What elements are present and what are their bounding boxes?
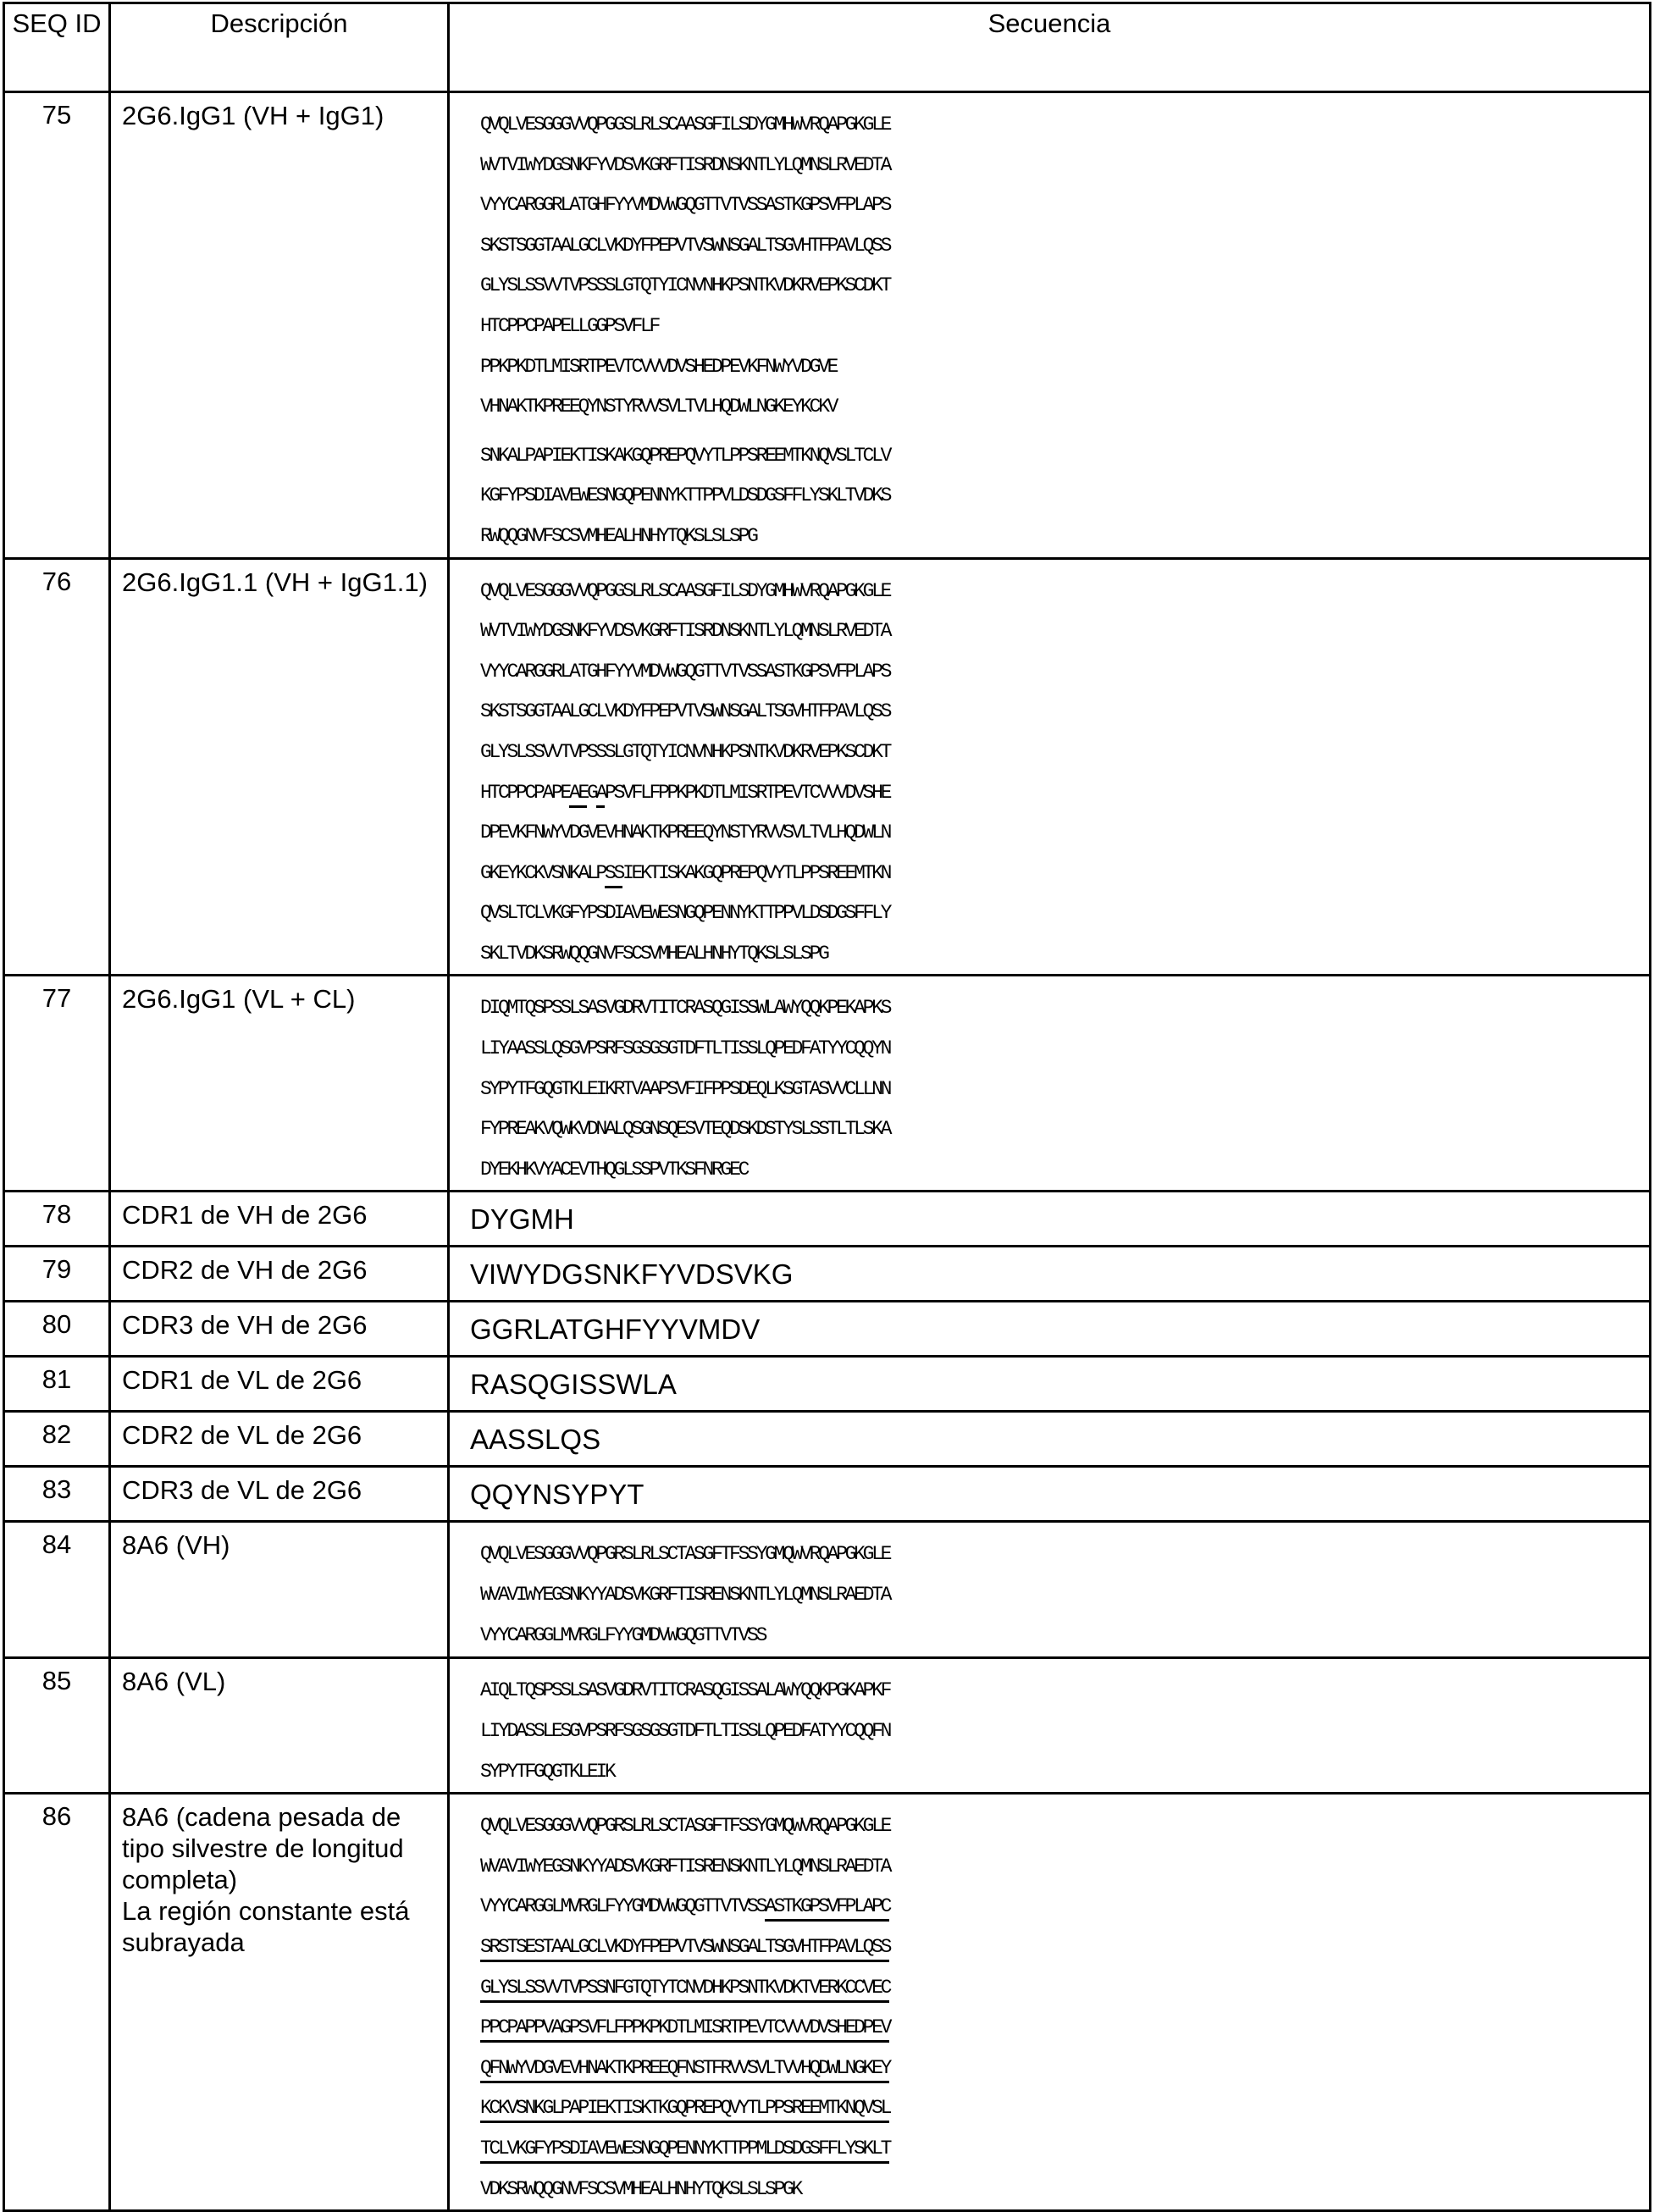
sequence-line <box>470 1478 1640 1512</box>
sequence-line <box>480 1968 1640 2009</box>
sequence-segment: SKLTVDKSRWQQGNVFSCSVMHEALHNHYTQKSLSLSPG <box>480 943 827 965</box>
sequence-line <box>480 2129 1640 2170</box>
sequence-segment: HTCPPCPAPELLGGPSVFLF <box>480 315 658 337</box>
description-text: CDR1 de VH de 2G6 <box>122 1199 439 1230</box>
sequence-line <box>480 185 1640 226</box>
underlined-residues: KCKVSNKGLPAPIEKTISKTKGQPREPQVYTLPPSREEMTKNQVSL <box>480 2097 889 2123</box>
seq-id-cell: 78 <box>4 1192 110 1247</box>
sequence-line <box>480 476 1640 517</box>
sequence-segment: RWQQGNVFSCSVMHEALHNHYTQKSLSLSPG <box>480 525 756 547</box>
sequence-line <box>480 266 1640 307</box>
sequence-segment: GLYSLSSVVTVPSSSLGTQTYICNVNHKPSNTKVDKRVEPKSCDKT <box>480 741 889 763</box>
sequence-segment: IEKTISKAKGQPREPQVYTLPPSREEMTKN <box>622 862 889 884</box>
sequence-line <box>480 1070 1640 1110</box>
sequence-segment: WVAVIWYEGSNKYYADSVKGRFTISRENSKNTLYLQMNSLRAEDTA <box>480 1584 889 1606</box>
seq-id-cell: 77 <box>4 976 110 1192</box>
table-body <box>4 92 1651 2211</box>
sequence-segment: QVQLVESGGGVVQPGGSLRLSCAASGFILSDYGMHWVRQAPGKGLE <box>480 113 889 135</box>
sequence-line <box>480 1712 1640 1752</box>
sequence-line <box>480 2008 1640 2049</box>
sequence-line <box>480 1806 1640 1847</box>
table-row <box>4 1658 1651 1794</box>
sequence-line <box>480 652 1640 693</box>
seq-id-cell: 83 <box>4 1467 110 1522</box>
sequence-segment: RASQGISSWLA <box>470 1369 677 1400</box>
description-cell <box>110 1658 449 1794</box>
description-cell <box>110 1794 449 2211</box>
sequence-line <box>480 988 1640 1029</box>
sequence-segment: GKEYKCKVSNKALP <box>480 862 605 884</box>
sequence-cell <box>449 1522 1651 1658</box>
sequence-line <box>480 692 1640 733</box>
sequence-cell <box>449 1412 1651 1467</box>
sequence-line <box>480 387 1640 428</box>
sequence-line <box>480 1029 1640 1070</box>
table-row <box>4 558 1651 976</box>
sequence-segment: VDKSRWQQGNVFSCSVMHEALHNHYTQKSLSLSPGK <box>480 2178 800 2200</box>
description-cell <box>110 1522 449 1658</box>
underlined-residues: A <box>596 782 606 808</box>
description-cell <box>110 1192 449 1247</box>
sequence-line <box>480 1150 1640 1191</box>
sequence-segment: SKSTSGGTAALGCLVKDYFPEPVTVSWNSGALTSGVHTFPAVLQSS <box>480 700 889 722</box>
table-row <box>4 1192 1651 1247</box>
description-text: 2G6.IgG1 (VH + IgG1) <box>122 100 439 131</box>
sequence-line <box>470 1368 1640 1402</box>
sequence-line <box>480 572 1640 612</box>
underlined-residues: ASTKGPSVFPLAPC <box>765 1895 889 1922</box>
sequence-line <box>470 1203 1640 1236</box>
sequence-line <box>480 1927 1640 1968</box>
sequence-cell <box>449 1192 1651 1247</box>
sequence-segment: SKSTSGGTAALGCLVKDYFPEPVTVSWNSGALTSGVHTFPAVLQSS <box>480 235 889 257</box>
description-text: CDR1 de VL de 2G6 <box>122 1364 439 1396</box>
description-text: 2G6.IgG1.1 (VH + IgG1.1) <box>122 567 439 598</box>
underlined-residues: TCLVKGFYPSDIAVEWESNGQPENNYKTTPPMLDSDGSFFLYSKLT <box>480 2137 889 2164</box>
table-row <box>4 976 1651 1192</box>
sequence-cell <box>449 1247 1651 1302</box>
description-text: CDR2 de VH de 2G6 <box>122 1254 439 1286</box>
sequence-segment: QVSLTCLVKGFYPSDIAVEWESNGQPENNYKTTPPVLDSDGSFFLY <box>480 902 889 924</box>
sequence-segment: LIYDASSLESGVPSRFSGSGSGTDFTLTISSLQPEDFATYYCQQFN <box>480 1720 889 1742</box>
sequence-segment: VYYCARGGRLATGHFYYVMDVWGQGTTVTVSSASTKGPSVFPLAPS <box>480 194 889 216</box>
table-row <box>4 1412 1651 1467</box>
underlined-residues: PPCPAPPVAGPSVFLFPPKPKDTLMISRTPEVTCVVVDVSHEDPEV <box>480 2016 889 2043</box>
underlined-residues: SS <box>605 862 622 888</box>
seq-id-cell: 76 <box>4 558 110 976</box>
sequence-segment: SNKALPAPIEKTISKAKGQPREPQVYTLPPSREEMTKNQVSLTCLV <box>480 445 889 467</box>
sequence-segment: PSVFLFPPKPKDTLMISRTPEVTCVVVDVSHE <box>605 782 889 804</box>
description-cell <box>110 1412 449 1467</box>
sequence-line <box>480 934 1640 975</box>
sequence-cell <box>449 1658 1651 1794</box>
sequence-segment: LIYAASSLQSGVPSRFSGSGSGTDFTLTISSLQPEDFATYYCQQYN <box>480 1037 889 1059</box>
sequence-line <box>480 1575 1640 1616</box>
sequence-segment: DYEKHKVYACEVTHQGLSSPVTKSFNRGEC <box>480 1159 747 1181</box>
sequence-line <box>480 226 1640 267</box>
sequence-segment: VIWYDGSNKFYVDSVKG <box>470 1258 793 1290</box>
header-description: Descripción <box>110 3 449 92</box>
seq-id-cell: 84 <box>4 1522 110 1658</box>
sequence-cell <box>449 1357 1651 1412</box>
seq-id-cell: 75 <box>4 92 110 559</box>
sequence-segment: WVTVIWYDGSNKFYVDSVKGRFTISRDNSKNTLYLQMNSLRVEDTA <box>480 620 889 642</box>
sequence-line <box>480 1109 1640 1150</box>
sequence-line <box>480 307 1640 347</box>
sequence-line <box>480 2088 1640 2129</box>
sequence-segment: VYYCARGGLMVRGLFYYGMDVWGQGTTVTVSS <box>480 1895 765 1917</box>
sequence-segment: WVAVIWYEGSNKYYADSVKGRFTISRENSKNTLYLQMNSLRAEDTA <box>480 1855 889 1877</box>
sequence-segment: VHNAKTKPREEQYNSTYRVVSVLTVLHQDWLNGKEYKCKV <box>480 395 836 418</box>
seq-id-cell: 79 <box>4 1247 110 1302</box>
sequence-segment: DYGMH <box>470 1203 574 1235</box>
sequence-segment: DPEVKFNWYVDGVEVHNAKTKPREEQYNSTYRVVSVLTVLHQDWLN <box>480 821 889 843</box>
seq-id-cell: 85 <box>4 1658 110 1794</box>
sequence-line <box>480 813 1640 854</box>
sequence-line <box>480 611 1640 652</box>
underlined-residues: SRSTSESTAALGCLVKDYFPEPVTVSWNSGALTSGVHTFPAVLQSS <box>480 1936 889 1962</box>
sequence-segment: AIQLTQSPSSLSASVGDRVTITCRASQGISSALAWYQQKPGKAPKF <box>480 1679 889 1701</box>
sequence-segment: QVQLVESGGGVVQPGRSLRLSCTASGFTFSSYGMQWVRQAPGKGLE <box>480 1543 889 1565</box>
sequence-segment: VYYCARGGRLATGHFYYVMDVWGQGTTVTVSSASTKGPSVFPLAPS <box>480 661 889 683</box>
header-sequence: Secuencia <box>449 3 1651 92</box>
sequence-line <box>470 1258 1640 1291</box>
sequence-segment: QVQLVESGGGVVQPGRSLRLSCTASGFTFSSYGMQWVRQAPGKGLE <box>480 1815 889 1837</box>
sequence-cell <box>449 1302 1651 1357</box>
sequence-line <box>480 347 1640 388</box>
description-cell <box>110 976 449 1192</box>
table-row <box>4 92 1651 559</box>
sequence-segment: FYPREAKVQWKVDNALQSGNSQESVTEQDSKDSTYSLSSTLTLSKA <box>480 1118 889 1140</box>
sequence-line <box>480 733 1640 773</box>
sequence-line <box>470 1313 1640 1347</box>
table-row <box>4 1467 1651 1522</box>
sequence-line <box>480 2049 1640 2089</box>
header-seq-id: SEQ ID <box>4 3 110 92</box>
description-text: La región constante está subrayada <box>122 1895 439 1958</box>
sequence-cell <box>449 1794 1651 2211</box>
sequence-segment: VYYCARGGLMVRGLFYYGMDVWGQGTTVTVSS <box>480 1624 765 1646</box>
seq-id-cell: 86 <box>4 1794 110 2211</box>
seq-id-cell: 81 <box>4 1357 110 1412</box>
sequence-line <box>480 436 1640 477</box>
sequence-line <box>480 893 1640 934</box>
description-text: 8A6 (VH) <box>122 1529 439 1561</box>
sequence-segment: KGFYPSDIAVEWESNGQPENNYKTTPPVLDSDGSFFLYSKLTVDKS <box>480 484 889 506</box>
description-text: 2G6.IgG1 (VL + CL) <box>122 983 439 1015</box>
description-cell <box>110 1357 449 1412</box>
description-text: 8A6 (cadena pesada de tipo silvestre de longitud completa) <box>122 1801 439 1895</box>
sequence-segment: WVTVIWYDGSNKFYVDSVKGRFTISRDNSKNTLYLQMNSLRVEDTA <box>480 154 889 176</box>
table-row <box>4 1522 1651 1658</box>
sequence-segment: SYPYTFGQGTKLEIKRTVAAPSVFIFPPSDEQLKSGTASVVCLLNN <box>480 1078 889 1100</box>
sequence-line <box>480 2170 1640 2210</box>
description-text: CDR3 de VL de 2G6 <box>122 1474 439 1506</box>
sequence-segment: DIQMTQSPSSLSASVGDRVTITCRASQGISSWLAWYQQKPEKAPKS <box>480 997 889 1019</box>
sequence-segment: AASSLQS <box>470 1424 600 1455</box>
sequence-segment: SYPYTFGQGTKLEIK <box>480 1761 614 1783</box>
sequence-cell <box>449 558 1651 976</box>
description-text: 8A6 (VL) <box>122 1666 439 1697</box>
sequence-line <box>480 854 1640 894</box>
seq-id-cell: 80 <box>4 1302 110 1357</box>
description-cell <box>110 92 449 559</box>
sequence-line <box>480 1616 1640 1656</box>
description-text: CDR2 de VL de 2G6 <box>122 1419 439 1451</box>
sequence-segment: G <box>587 782 596 804</box>
sequence-segment: GGRLATGHFYYVMDV <box>470 1313 760 1345</box>
sequence-cell <box>449 1467 1651 1522</box>
sequence-line <box>480 773 1640 814</box>
table-row <box>4 1247 1651 1302</box>
sequence-table <box>3 2 1651 2212</box>
sequence-line <box>480 105 1640 146</box>
description-cell <box>110 558 449 976</box>
sequence-cell <box>449 976 1651 1192</box>
underlined-residues: QFNWYVDGVEVHNAKTKPREEQFNSTFRVVSVLTVVHQDWLNGKEY <box>480 2057 889 2083</box>
sequence-line <box>480 1535 1640 1575</box>
sequence-line <box>480 1887 1640 1927</box>
table-header-row <box>4 3 1651 92</box>
sequence-line <box>480 1847 1640 1888</box>
sequence-cell <box>449 92 1651 559</box>
description-cell <box>110 1247 449 1302</box>
underlined-residues: AE <box>569 782 587 808</box>
sequence-line <box>470 1423 1640 1457</box>
table-row <box>4 1302 1651 1357</box>
description-cell <box>110 1467 449 1522</box>
sequence-segment: PPKPKDTLMISRTPEVTCVVVDVSHEDPEVKFNWYVDGVE <box>480 356 836 378</box>
underlined-residues: GLYSLSSVVTVPSSNFGTQTYTCNVDHKPSNTKVDKTVERKCCVEC <box>480 1977 889 2003</box>
sequence-segment: HTCPPCPAPE <box>480 782 569 804</box>
sequence-line <box>480 517 1640 557</box>
description-text: CDR3 de VH de 2G6 <box>122 1309 439 1341</box>
sequence-segment: QVQLVESGGGVVQPGGSLRLSCAASGFILSDYGMHWVRQAPGKGLE <box>480 580 889 602</box>
table-row <box>4 1794 1651 2211</box>
sequence-line <box>480 1671 1640 1712</box>
table-row <box>4 1357 1651 1412</box>
sequence-line <box>480 146 1640 186</box>
seq-id-cell: 82 <box>4 1412 110 1467</box>
sequence-segment: GLYSLSSVVTVPSSSLGTQTYICNVNHKPSNTKVDKRVEPKSCDKT <box>480 274 889 296</box>
description-cell <box>110 1302 449 1357</box>
sequence-segment: QQYNSYPYT <box>470 1479 644 1510</box>
sequence-line <box>480 1752 1640 1793</box>
